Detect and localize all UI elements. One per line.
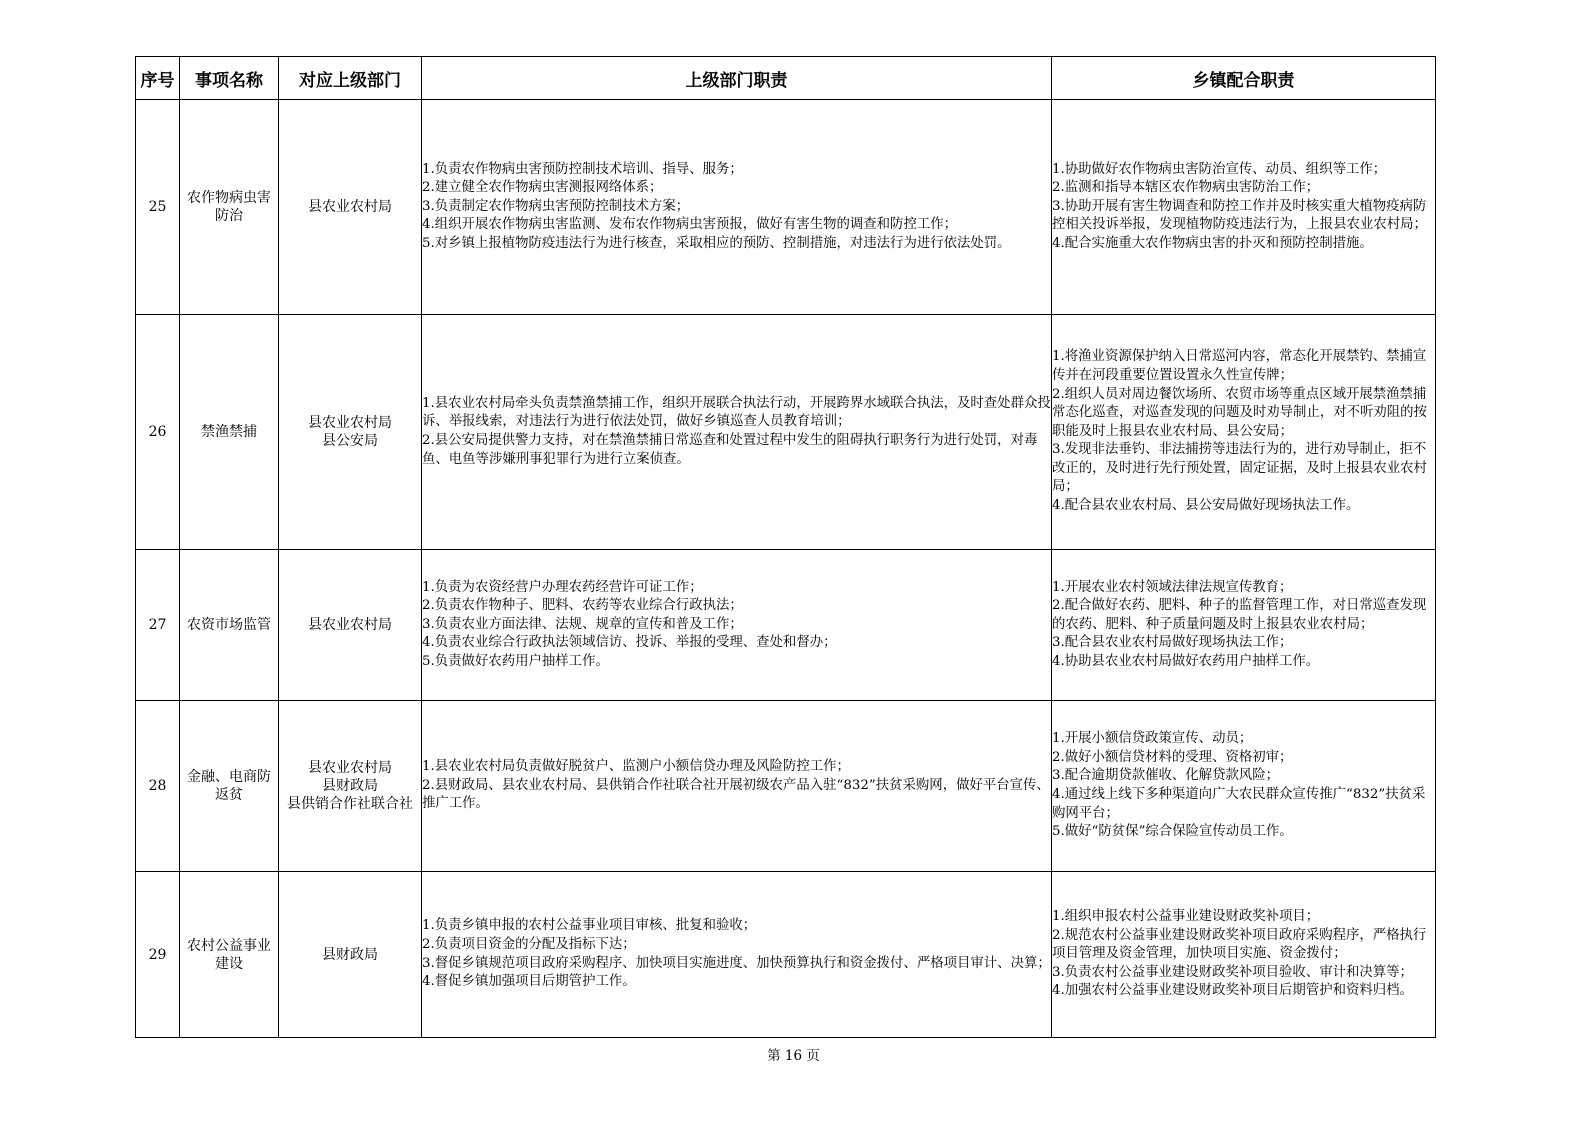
- duty-item: 2.县公安局提供警力支持，对在禁渔禁捕日常巡查和处置过程中发生的阻碍执行职务行为进行处罚，对毒鱼、电鱼等涉嫌刑事犯罪行为进行立案侦查。: [422, 433, 1038, 467]
- table-header-row: [136, 57, 1436, 100]
- duty-item: 4.组织开展农作物病虫害监测、发布农作物病虫害预报，做好有害生物的调查和防控工作；: [422, 217, 958, 233]
- duty-item: 4.通过线上线下多种渠道向广大农民群众宣传推广“832”扶贫采购网平台；: [1052, 787, 1426, 821]
- cell-superior-dept: [279, 872, 422, 1038]
- dept-name: 县农业农村局: [308, 760, 392, 776]
- table-body: [136, 100, 1436, 1038]
- duty-item: 1.开展农业农村领域法律法规宣传教育；: [1052, 579, 1293, 595]
- cell-seq: 27: [136, 550, 180, 701]
- duty-item: 1.开展小额信贷政策宣传、动员；: [1052, 731, 1253, 747]
- duty-item: 5.对乡镇上报植物防疫违法行为进行核查，采取相应的预防、控制措施，对违法行为进行依法处罚。: [422, 235, 1011, 251]
- duty-item: 2.建立健全农作物病虫害测报网络体系；: [422, 180, 663, 196]
- duty-item: 4.协助县农业农村局做好农药用户抽样工作。: [1052, 653, 1320, 669]
- cell-town-duty: [1052, 100, 1436, 315]
- cell-superior-dept: [279, 701, 422, 872]
- duty-item: 4.督促乡镇加强项目后期管护工作。: [422, 974, 636, 990]
- duty-item: 2.县财政局、县农业农村局、县供销合作社联合社开展初级农产品入驻“832”扶贫采购网，做好平台宣传、推广工作。: [422, 777, 1050, 812]
- cell-town-duty: [1052, 550, 1436, 701]
- duties-table: [135, 56, 1436, 1038]
- cell-superior-dept: [279, 315, 422, 550]
- cell-town-duty: [1052, 701, 1436, 872]
- cell-item-name: 金融、电商防返贫: [180, 701, 279, 872]
- duty-item: 4.负责农业综合行政执法领域信访、投诉、举报的受理、查处和督办；: [422, 635, 837, 651]
- cell-item-name: 禁渔禁捕: [180, 315, 279, 550]
- cell-superior-duty: [422, 315, 1052, 550]
- duty-item: 3.督促乡镇规范项目政府采购程序、加快项目实施进度、加快预算执行和资金拨付、严格项目审计、决算；: [422, 955, 1051, 971]
- dept-name: 县农业农村局: [308, 415, 392, 431]
- duty-item: 3.配合县农业农村局做好现场执法工作；: [1052, 635, 1293, 651]
- duty-item: 2.监测和指导本辖区农作物病虫害防治工作；: [1052, 180, 1320, 196]
- table-row: [136, 100, 1436, 315]
- duty-item: 1.将渔业资源保护纳入日常巡河内容，常态化开展禁钓、禁捕宣传并在河段重要位置设置永久性宣传牌；: [1052, 349, 1427, 383]
- dept-name: 县农业农村局: [308, 617, 392, 633]
- duty-item: 3.负责农村公益事业建设财政奖补项目验收、审计和决算等；: [1052, 964, 1413, 980]
- table-row: [136, 872, 1436, 1038]
- duty-item: 3.负责农业方面法律、法规、规章的宣传和普及工作；: [422, 616, 743, 632]
- duty-item: 2.负责农作物种子、肥料、农药等农业综合行政执法；: [422, 598, 743, 614]
- cell-seq: 28: [136, 701, 180, 872]
- cell-town-duty: [1052, 315, 1436, 550]
- header-town-duty: 乡镇配合职责: [1052, 57, 1436, 100]
- duty-item: 3.发现非法垂钓、非法捕捞等违法行为的，进行劝导制止，拒不改正的，及时进行先行预处置，固定证据，及时上报县农业农村局；: [1052, 442, 1427, 495]
- cell-superior-duty: [422, 550, 1052, 701]
- cell-seq: 26: [136, 315, 180, 550]
- header-seq: 序号: [136, 57, 180, 100]
- duty-item: 4.配合县农业农村局、县公安局做好现场执法工作。: [1052, 498, 1360, 514]
- duty-item: 1.负责乡镇申报的农村公益事业项目审核、批复和验收；: [422, 918, 757, 934]
- dept-name: 县财政局: [322, 946, 378, 963]
- header-item-name: 事项名称: [180, 57, 279, 100]
- duty-item: 2.配合做好农药、肥料、种子的监督管理工作，对日常巡查发现的农药、肥料、种子质量问题及时上报县农业农村局；: [1052, 598, 1427, 632]
- cell-item-name: 农资市场监管: [180, 550, 279, 701]
- cell-item-name: 农作物病虫害防治: [180, 100, 279, 315]
- dept-name: 县供销合作社联合社: [287, 796, 413, 812]
- duty-item: 4.加强农村公益事业建设财政奖补项目后期管护和资料归档。: [1052, 983, 1413, 999]
- duty-item: 3.负责制定农作物病虫害预防控制技术方案；: [422, 198, 690, 214]
- dept-name: 县公安局: [322, 433, 378, 449]
- table-row: [136, 701, 1436, 872]
- duty-item: 3.协助开展有害生物调查和防控工作并及时核实重大植物疫病防控相关投诉举报，发现植物防疫违法行为，上报县农业农村局；: [1052, 198, 1427, 233]
- duty-item: 4.配合实施重大农作物病虫害的扑灭和预防控制措施。: [1052, 235, 1373, 251]
- duty-item: 1.负责为农资经营户办理农药经营许可证工作；: [422, 579, 703, 595]
- cell-town-duty: [1052, 872, 1436, 1038]
- dept-name: 县农业农村局: [308, 199, 392, 215]
- cell-seq: 25: [136, 100, 180, 315]
- cell-superior-dept: [279, 100, 422, 315]
- duty-item: 5.做好“防贫保”综合保险宣传动员工作。: [1052, 824, 1293, 840]
- duty-item: 1.县农业农村局负责做好脱贫户、监测户小额信贷办理及风险防控工作；: [422, 759, 850, 775]
- header-superior-duty: 上级部门职责: [422, 57, 1052, 100]
- dept-name: 县财政局: [322, 778, 378, 794]
- header-superior-dept: 对应上级部门: [279, 57, 422, 100]
- duty-item: 2.做好小额信贷材料的受理、资格初审；: [1052, 749, 1293, 765]
- table-row: [136, 315, 1436, 550]
- duty-item: 2.组织人员对周边餐饮场所、农贸市场等重点区域开展禁渔禁捕常态化巡查，对巡查发现的问题及时劝导制止，对不听劝阻的按职能及时上报县农业农村局、县公安局；: [1052, 386, 1427, 439]
- cell-superior-dept: [279, 550, 422, 701]
- cell-superior-duty: [422, 100, 1052, 315]
- table-row: [136, 550, 1436, 701]
- cell-superior-duty: [422, 701, 1052, 872]
- duty-item: 2.负责项目资金的分配及指标下达；: [422, 936, 636, 952]
- cell-superior-duty: [422, 872, 1052, 1038]
- duty-item: 5.负责做好农药用户抽样工作。: [422, 653, 609, 669]
- duty-item: 1.县农业农村局牵头负责禁渔禁捕工作，组织开展联合执法行动，开展跨界水域联合执法，及时查处群众投诉、举报线索，对违法行为进行依法处罚，做好乡镇巡查人员教育培训；: [422, 395, 1051, 430]
- duty-item: 1.协助做好农作物病虫害防治宣传、动员、组织等工作；: [1052, 161, 1387, 177]
- duty-item: 2.规范农村公益事业建设财政奖补项目政府采购程序，严格执行项目管理及资金管理，加快项目实施、资金拨付；: [1052, 927, 1427, 962]
- cell-seq: 29: [136, 872, 180, 1038]
- page-number: 第 16 页: [767, 1048, 820, 1064]
- duty-item: 1.组织申报农村公益事业建设财政奖补项目；: [1052, 909, 1320, 925]
- cell-item-name: 农村公益事业建设: [180, 872, 279, 1038]
- duty-item: 1.负责农作物病虫害预防控制技术培训、指导、服务；: [422, 161, 743, 177]
- duty-item: 3.配合逾期贷款催收、化解贷款风险；: [1052, 768, 1280, 784]
